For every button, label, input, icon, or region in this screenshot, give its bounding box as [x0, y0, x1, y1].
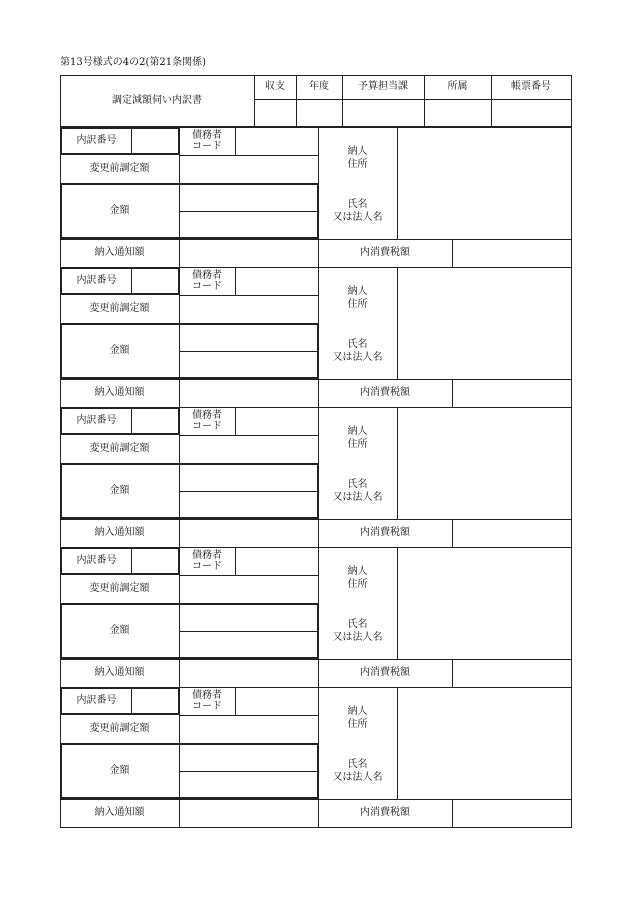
- debtor-code-label: 債務者 コード: [192, 550, 222, 572]
- notice-amount-label: 納入通知額: [94, 387, 145, 398]
- detail-number-field[interactable]: [132, 269, 178, 293]
- consumption-tax-label: 内消費税額: [360, 527, 410, 538]
- detail-number-label: 内訳番号: [76, 415, 117, 426]
- prior-amount-label: 変更前調定額: [89, 723, 150, 734]
- notice-amount-field[interactable]: [180, 800, 317, 826]
- name-label: 氏名 又は法人名: [332, 759, 383, 783]
- notice-amount-field[interactable]: [180, 240, 317, 266]
- detail-entry: [0, 267, 630, 408]
- payer-address-field[interactable]: [398, 268, 570, 378]
- notice-amount-field[interactable]: [180, 520, 317, 546]
- debtor-code-label: 債務者 コード: [192, 270, 222, 292]
- detail-entry: [0, 547, 630, 688]
- detail-number-field[interactable]: [132, 689, 178, 713]
- consumption-tax-field[interactable]: [453, 800, 570, 826]
- header-col-fiscal-year: 年度: [309, 81, 329, 92]
- detail-number-field[interactable]: [132, 409, 178, 433]
- amount-label: 金額: [109, 485, 130, 496]
- form-caption: 第13号様式の4の2(第21条関係): [60, 57, 206, 68]
- consumption-tax-label: 内消費税額: [360, 667, 410, 678]
- amount-label: 金額: [109, 625, 130, 636]
- consumption-tax-field[interactable]: [453, 240, 570, 266]
- payer-address-field[interactable]: [398, 128, 570, 238]
- payer-address-label: 納人 住所: [347, 566, 368, 590]
- header-col-document-number: 帳票番号: [511, 81, 551, 92]
- notice-amount-label: 納入通知額: [94, 247, 145, 258]
- amount-field-lower[interactable]: [180, 352, 317, 377]
- name-label: 氏名 又は法人名: [332, 619, 383, 643]
- amount-field-upper[interactable]: [180, 745, 317, 770]
- prior-amount-field[interactable]: [180, 156, 317, 182]
- header-col-department: 所属: [447, 81, 468, 92]
- name-label: 氏名 又は法人名: [332, 479, 383, 503]
- consumption-tax-label: 内消費税額: [360, 387, 410, 398]
- detail-number-label: 内訳番号: [76, 135, 117, 146]
- consumption-tax-label: 内消費税額: [360, 247, 410, 258]
- detail-number-label: 内訳番号: [76, 275, 117, 286]
- debtor-code-field[interactable]: [236, 128, 317, 154]
- consumption-tax-label: 内消費税額: [360, 807, 410, 818]
- amount-label: 金額: [109, 345, 130, 356]
- debtor-code-field[interactable]: [236, 688, 317, 714]
- amount-field-upper[interactable]: [180, 605, 317, 630]
- notice-amount-label: 納入通知額: [94, 667, 145, 678]
- payer-address-label: 納人 住所: [347, 286, 368, 310]
- notice-amount-field[interactable]: [180, 380, 317, 406]
- consumption-tax-field[interactable]: [453, 520, 570, 546]
- detail-number-field[interactable]: [132, 129, 178, 153]
- payer-address-label: 納人 住所: [347, 146, 368, 170]
- detail-number-field[interactable]: [132, 549, 178, 573]
- debtor-code-field[interactable]: [236, 408, 317, 434]
- debtor-code-label: 債務者 コード: [192, 410, 222, 432]
- detail-entry: [0, 407, 630, 548]
- amount-field-upper[interactable]: [180, 465, 317, 490]
- debtor-code-field[interactable]: [236, 548, 317, 574]
- amount-field-lower[interactable]: [180, 772, 317, 797]
- prior-amount-field[interactable]: [180, 576, 317, 602]
- consumption-tax-field[interactable]: [453, 380, 570, 406]
- amount-label: 金額: [109, 765, 130, 776]
- prior-amount-field[interactable]: [180, 436, 317, 462]
- detail-number-label: 内訳番号: [76, 555, 117, 566]
- prior-amount-label: 変更前調定額: [89, 443, 150, 454]
- name-label: 氏名 又は法人名: [332, 199, 383, 223]
- consumption-tax-field[interactable]: [453, 660, 570, 686]
- payer-address-label: 納人 住所: [347, 706, 368, 730]
- payer-address-field[interactable]: [398, 548, 570, 658]
- detail-entry: [0, 687, 630, 828]
- payer-address-label: 納人 住所: [347, 426, 368, 450]
- payer-address-field[interactable]: [398, 688, 570, 798]
- prior-amount-field[interactable]: [180, 716, 317, 742]
- form-title: 調定減額伺い内訳書: [112, 95, 202, 106]
- notice-amount-label: 納入通知額: [94, 807, 145, 818]
- header-col-budget-section: 予算担当課: [358, 81, 408, 92]
- prior-amount-label: 変更前調定額: [89, 163, 150, 174]
- payer-address-field[interactable]: [398, 408, 570, 518]
- debtor-code-label: 債務者 コード: [192, 130, 222, 152]
- debtor-code-field[interactable]: [236, 268, 317, 294]
- amount-field-lower[interactable]: [180, 632, 317, 657]
- detail-entry: [0, 127, 630, 268]
- prior-amount-label: 変更前調定額: [89, 303, 150, 314]
- amount-field-lower[interactable]: [180, 212, 317, 237]
- name-label: 氏名 又は法人名: [332, 339, 383, 363]
- detail-number-label: 内訳番号: [76, 695, 117, 706]
- header-col-income-expense: 収支: [265, 81, 285, 92]
- notice-amount-field[interactable]: [180, 660, 317, 686]
- debtor-code-label: 債務者 コード: [192, 690, 222, 712]
- amount-field-upper[interactable]: [180, 325, 317, 350]
- prior-amount-label: 変更前調定額: [89, 583, 150, 594]
- amount-field-lower[interactable]: [180, 492, 317, 517]
- prior-amount-field[interactable]: [180, 296, 317, 322]
- notice-amount-label: 納入通知額: [94, 527, 145, 538]
- amount-label: 金額: [109, 205, 130, 216]
- amount-field-upper[interactable]: [180, 185, 317, 210]
